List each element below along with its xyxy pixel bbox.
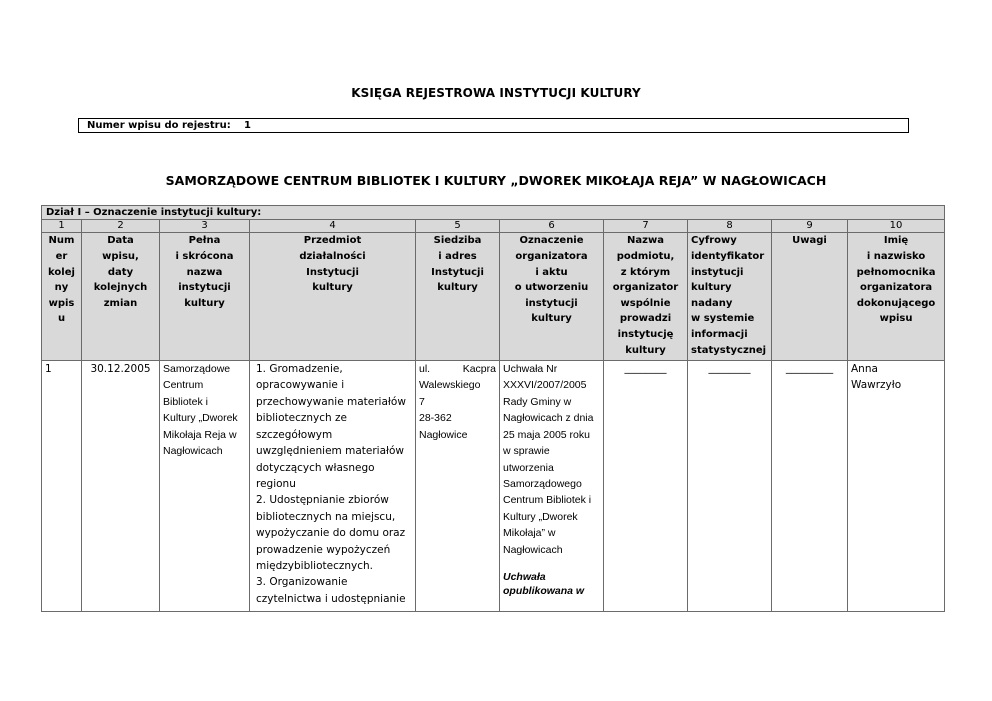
- column-header-line: wpisu,: [102, 250, 139, 262]
- column-header-line: kultury: [437, 282, 478, 294]
- column-number: 10: [848, 220, 945, 233]
- register-title: KSIĘGA REJESTROWA INSTYTUCJI KULTURY: [351, 86, 641, 100]
- column-header: [416, 233, 500, 361]
- organizer-line: Samorządowego: [503, 477, 582, 490]
- column-header-line: dokonującego: [856, 297, 936, 309]
- column-header-line: statystycznej: [691, 344, 767, 356]
- column-header-line: er: [55, 250, 68, 262]
- organizer-line: Kultury „Dworek: [503, 510, 578, 523]
- cell-date: 30.12.2005: [82, 361, 160, 612]
- address-line: 7: [419, 395, 425, 408]
- activity-line: 2. Udostępnianie zbiorów: [256, 494, 389, 507]
- organizer-line: Rady Gminy w: [503, 395, 572, 408]
- institution-name-heading: SAMORZĄDOWE CENTRUM BIBLIOTEK I KULTURY „DWOREK MIKOŁAJA REJA” W NAGŁOWICACH: [165, 173, 827, 188]
- column-header: [82, 233, 160, 361]
- publication-note: [503, 570, 600, 598]
- full-name-line: Centrum: [163, 379, 204, 392]
- column-header-line: instytucji: [178, 282, 231, 294]
- activity-line: 3. Organizowanie: [256, 576, 348, 589]
- column-number: 2: [82, 220, 160, 233]
- column-header-line: kultury: [531, 313, 572, 325]
- organizer-line: 25 maja 2005 roku: [503, 428, 590, 441]
- organizer-line: Mikołaja” w: [503, 527, 556, 540]
- column-header-line: nazwa: [186, 266, 223, 278]
- column-header-line: działalności: [299, 250, 366, 262]
- column-header-line: organizatora: [859, 282, 933, 294]
- column-header-line: Nazwa: [627, 235, 664, 247]
- column-header-line: Instytucji: [306, 266, 359, 278]
- cell-address: [416, 361, 500, 612]
- publication-note-line: opublikowana w: [503, 584, 585, 597]
- activity-line: międzybibliotecznych.: [256, 559, 373, 572]
- column-header: [848, 233, 945, 361]
- cell-statistical-id: ________: [688, 361, 772, 612]
- column-header-line: zmian: [103, 297, 138, 309]
- address-line: Walewskiego: [419, 379, 481, 392]
- column-header-line: Num: [48, 235, 75, 247]
- column-header-line: prowadzi: [619, 313, 672, 325]
- column-header-line: Oznaczenie: [519, 235, 584, 247]
- column-header-line: nadany: [691, 297, 733, 309]
- column-number: 1: [42, 220, 82, 233]
- column-header-line: informacji: [691, 328, 748, 340]
- entry-number-box: [78, 118, 909, 133]
- activity-line: szczegółowym: [256, 428, 333, 441]
- column-header-line: Siedziba: [433, 235, 482, 247]
- column-header-line: wspólnie: [620, 297, 671, 309]
- entry-number-value: 1: [244, 120, 251, 131]
- column-header-line: kolejnych: [93, 282, 148, 294]
- column-header: [604, 233, 688, 361]
- register-table: [41, 205, 945, 612]
- column-header: [42, 233, 82, 361]
- column-header-line: w systemie: [691, 313, 755, 325]
- column-header-line: i nazwisko: [866, 250, 926, 262]
- column-number: 7: [604, 220, 688, 233]
- column-header-row: [42, 233, 945, 361]
- column-header-line: u: [57, 313, 66, 325]
- column-header-line: kultury: [691, 282, 732, 294]
- full-name-line: Mikołaja Reja w: [163, 428, 237, 441]
- organizer-line: utworzenia: [503, 461, 554, 474]
- column-header-line: kultury: [312, 282, 353, 294]
- activity-line: bibliotecznych ze: [256, 412, 347, 425]
- publication-note-line: Uchwała: [503, 570, 546, 583]
- column-header-line: instytucji: [691, 266, 744, 278]
- column-header-line: organizatora: [515, 250, 588, 262]
- column-header-line: wpis: [48, 297, 75, 309]
- cell-organizer: [500, 361, 604, 612]
- proxy-name-line: Anna: [851, 363, 878, 376]
- proxy-name-line: Wawrzyło: [851, 379, 902, 392]
- column-header: [500, 233, 604, 361]
- column-header-line: i skrócona: [175, 250, 234, 262]
- column-number: 8: [688, 220, 772, 233]
- address-line: 28-362: [419, 412, 452, 425]
- column-header-line: Cyfrowy: [691, 235, 737, 247]
- column-header-line: Data: [107, 235, 134, 247]
- column-header-line: z którym: [620, 266, 671, 278]
- activity-line: czytelnictwa i udostępnianie: [256, 592, 406, 605]
- column-header-line: kultury: [184, 297, 225, 309]
- full-name-line: Kultury „Dworek: [163, 412, 238, 425]
- cell-proxy: [848, 361, 945, 612]
- column-header-line: kultury: [625, 344, 666, 356]
- column-header-line: organizator: [612, 282, 679, 294]
- full-name-line: Samorządowe: [163, 363, 231, 376]
- activity-line: wypożyczanie do domu oraz: [256, 527, 406, 540]
- cell-entry-number: 1: [42, 361, 82, 612]
- organizer-line: Nagłowicach: [503, 543, 563, 556]
- column-header: [688, 233, 772, 361]
- organizer-line: w sprawie: [503, 445, 550, 458]
- column-header: [772, 233, 848, 361]
- organizer-line: Centrum Bibliotek i: [503, 494, 592, 507]
- organizer-line: Nagłowicach z dnia: [503, 412, 594, 425]
- section-row: [42, 206, 945, 220]
- column-header: [160, 233, 250, 361]
- column-header-line: i adres: [438, 250, 477, 262]
- column-header-line: Uwagi: [792, 235, 827, 247]
- organizer-line: XXXVI/2007/2005: [503, 379, 587, 392]
- column-header-line: Instytucji: [431, 266, 484, 278]
- column-header-line: podmiotu,: [616, 250, 675, 262]
- section-title: Dział I – Oznaczenie instytucji kultury:: [42, 206, 945, 220]
- full-name-line: Nagłowicach: [163, 445, 223, 458]
- activity-line: opracowywanie i: [256, 379, 345, 392]
- cell-notes: _________: [772, 361, 848, 612]
- activity-line: dotyczących własnego: [256, 461, 375, 474]
- activity-line: przechowywanie materiałów: [256, 395, 406, 408]
- column-header-line: kolej: [48, 266, 75, 278]
- column-header-line: Pełna: [188, 235, 221, 247]
- column-header-line: ny: [54, 282, 69, 294]
- column-header-line: instytucji: [525, 297, 578, 309]
- column-number: 3: [160, 220, 250, 233]
- address-line: Nagłowice: [419, 428, 468, 441]
- column-header-line: Imię: [883, 235, 909, 247]
- column-number: 6: [500, 220, 604, 233]
- column-header-line: o utworzeniu: [514, 282, 589, 294]
- address-street: ul. Kacpra: [419, 363, 496, 376]
- activity-line: prowadzenie wypożyczeń: [256, 543, 391, 556]
- column-header-line: identyfikator: [691, 250, 765, 262]
- entry-number-label: Numer wpisu do rejestru:: [87, 120, 231, 131]
- column-number: 9: [772, 220, 848, 233]
- column-number: 4: [250, 220, 416, 233]
- column-header: [250, 233, 416, 361]
- table-row: [42, 361, 945, 612]
- activity-line: 1. Gromadzenie,: [256, 363, 343, 376]
- column-header-line: Przedmiot: [303, 235, 362, 247]
- column-header-line: instytucję: [617, 328, 674, 340]
- column-header-line: pełnomocnika: [856, 266, 936, 278]
- activity-line: regionu: [256, 477, 296, 490]
- full-name-line: Bibliotek i: [163, 395, 208, 408]
- column-header-line: daty: [107, 266, 134, 278]
- column-number: 5: [416, 220, 500, 233]
- cell-joint-entity: ________: [604, 361, 688, 612]
- activity-line: bibliotecznych na miejscu,: [256, 510, 396, 523]
- cell-full-name: [160, 361, 250, 612]
- cell-activity: [250, 361, 416, 612]
- column-header-line: i aktu: [535, 266, 568, 278]
- activity-line: uwzględnieniem materiałów: [256, 445, 404, 458]
- organizer-line: Uchwała Nr: [503, 363, 558, 376]
- column-number-row: [42, 220, 945, 233]
- column-header-line: wpisu: [879, 313, 913, 325]
